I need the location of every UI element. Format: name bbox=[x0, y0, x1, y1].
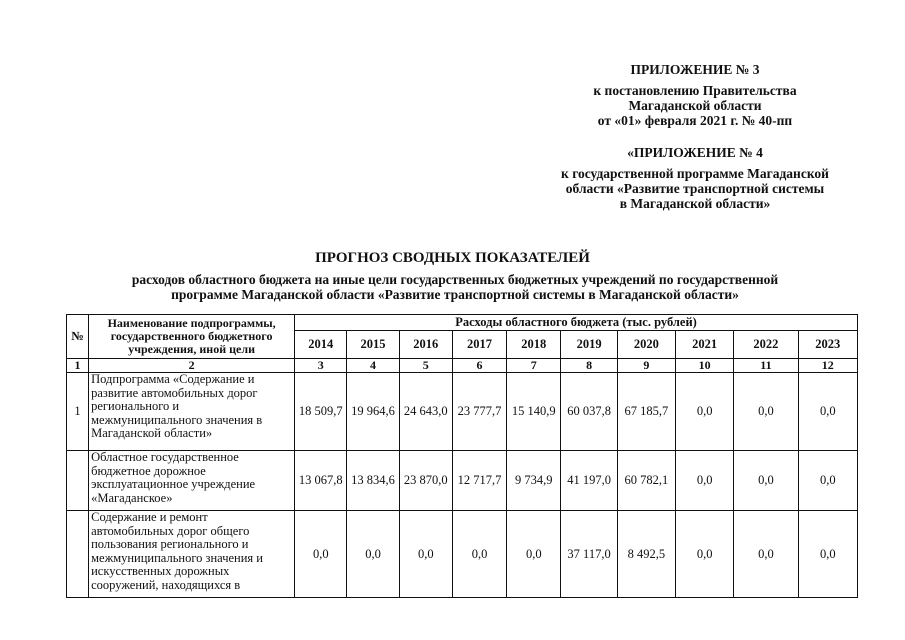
value-cell: 0,0 bbox=[675, 373, 733, 451]
value-cell: 37 117,0 bbox=[561, 511, 617, 598]
header-year: 2015 bbox=[347, 331, 399, 359]
header-num: № bbox=[67, 315, 89, 359]
annex-4-line: области «Развитие транспортной системы bbox=[565, 181, 825, 196]
row-number bbox=[67, 451, 89, 511]
index-cell: 12 bbox=[798, 359, 857, 373]
value-cell: 12 717,7 bbox=[452, 451, 506, 511]
row-name: Областное государственное бюджетное дорожное эксплуатационное учреждение «Магаданское» bbox=[89, 451, 295, 511]
value-cell: 23 870,0 bbox=[399, 451, 452, 511]
value-cell: 0,0 bbox=[295, 511, 347, 598]
value-cell: 60 782,1 bbox=[617, 451, 675, 511]
header-year: 2022 bbox=[734, 331, 798, 359]
value-cell: 0,0 bbox=[734, 373, 798, 451]
value-cell: 41 197,0 bbox=[561, 451, 617, 511]
value-cell: 24 643,0 bbox=[399, 373, 452, 451]
value-cell: 0,0 bbox=[734, 511, 798, 598]
subtitle bbox=[60, 272, 850, 302]
index-cell: 4 bbox=[347, 359, 399, 373]
index-cell: 7 bbox=[507, 359, 561, 373]
value-cell: 13 067,8 bbox=[295, 451, 347, 511]
index-row bbox=[67, 359, 858, 373]
header-year: 2018 bbox=[507, 331, 561, 359]
value-cell: 15 140,9 bbox=[507, 373, 561, 451]
value-cell: 67 185,7 bbox=[617, 373, 675, 451]
annex-3-title: ПРИЛОЖЕНИЕ № 3 bbox=[630, 62, 760, 77]
annex-4-line: к государственной программе Магаданской bbox=[561, 166, 829, 181]
index-cell: 3 bbox=[295, 359, 347, 373]
value-cell: 0,0 bbox=[347, 511, 399, 598]
row-name: Подпрограмма «Содержание и развитие автомобильных дорог регионального и межмуниципального значения в Магаданской области» bbox=[89, 373, 295, 451]
value-cell: 13 834,6 bbox=[347, 451, 399, 511]
value-cell: 0,0 bbox=[798, 511, 857, 598]
value-cell: 0,0 bbox=[399, 511, 452, 598]
index-cell: 9 bbox=[617, 359, 675, 373]
subtitle-line: расходов областного бюджета на иные цели государственных бюджетных учреждений по государственной bbox=[131, 272, 779, 287]
annex-4-title: «ПРИЛОЖЕНИЕ № 4 bbox=[627, 145, 763, 160]
value-cell: 0,0 bbox=[675, 451, 733, 511]
value-cell: 0,0 bbox=[452, 511, 506, 598]
annex-3-block bbox=[530, 62, 860, 128]
value-cell: 0,0 bbox=[734, 451, 798, 511]
header-year: 2017 bbox=[452, 331, 506, 359]
index-cell: 1 bbox=[67, 359, 89, 373]
value-cell: 60 037,8 bbox=[561, 373, 617, 451]
value-cell: 0,0 bbox=[675, 511, 733, 598]
annex-4-block bbox=[530, 145, 860, 211]
row-number bbox=[67, 511, 89, 598]
header-year: 2020 bbox=[617, 331, 675, 359]
value-cell: 18 509,7 bbox=[295, 373, 347, 451]
header-year: 2016 bbox=[399, 331, 452, 359]
table-row bbox=[67, 373, 858, 451]
header-expenses-group: Расходы областного бюджета (тыс. рублей) bbox=[295, 315, 858, 331]
table-row bbox=[67, 511, 858, 598]
index-cell: 5 bbox=[399, 359, 452, 373]
index-cell: 2 bbox=[89, 359, 295, 373]
value-cell: 23 777,7 bbox=[452, 373, 506, 451]
row-name bbox=[89, 511, 295, 598]
header-year: 2021 bbox=[675, 331, 733, 359]
annex-3-line: от «01» февраля 2021 г. № 40-пп bbox=[597, 113, 793, 128]
value-cell: 0,0 bbox=[798, 451, 857, 511]
row-number: 1 bbox=[67, 373, 89, 451]
annex-4-line: в Магаданской области» bbox=[619, 196, 771, 211]
main-title: ПРОГНОЗ СВОДНЫХ ПОКАЗАТЕЛЕЙ bbox=[315, 250, 590, 266]
table-row bbox=[67, 451, 858, 511]
budget-table bbox=[66, 314, 858, 598]
header-name: Наименование подпрограммы, государственного бюджетного учреждения, иной цели bbox=[89, 315, 295, 359]
index-cell: 10 bbox=[675, 359, 733, 373]
value-cell: 9 734,9 bbox=[507, 451, 561, 511]
index-cell: 8 bbox=[561, 359, 617, 373]
value-cell: 0,0 bbox=[798, 373, 857, 451]
value-cell: 19 964,6 bbox=[347, 373, 399, 451]
index-cell: 11 bbox=[734, 359, 798, 373]
header-year: 2023 bbox=[798, 331, 857, 359]
annex-3-line: Магаданской области bbox=[628, 98, 762, 113]
header-year: 2014 bbox=[295, 331, 347, 359]
header-year: 2019 bbox=[561, 331, 617, 359]
value-cell: 8 492,5 bbox=[617, 511, 675, 598]
subtitle-line: программе Магаданской области «Развитие транспортной системы в Магаданской области» bbox=[171, 287, 739, 302]
annex-3-line: к постановлению Правительства bbox=[593, 83, 797, 98]
header-row bbox=[67, 315, 858, 331]
index-cell: 6 bbox=[452, 359, 506, 373]
value-cell: 0,0 bbox=[507, 511, 561, 598]
row-name-text: Содержание и ремонт автомобильных дорог общего пользования регионального и межмуниципального значения и искусственных дорожных сооружений, находящихся в bbox=[91, 511, 263, 592]
